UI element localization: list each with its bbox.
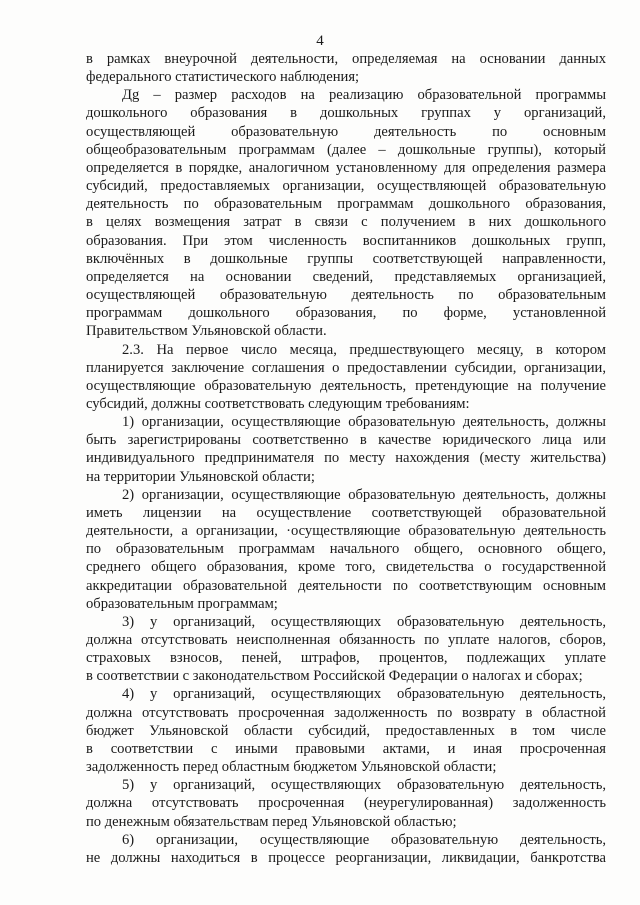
text-line: 6) организации, осуществляющие образовательную деятельность, <box>122 831 606 848</box>
page-number: 4 <box>316 33 324 49</box>
text-line: осуществляющей образовательную деятельность по основным <box>86 123 606 140</box>
text-line: образовательным программам; <box>86 595 278 612</box>
paragraph-p3 <box>86 413 606 486</box>
text-line: включённых в дошкольные группы соответствующей направленности, <box>86 250 606 267</box>
text-line: программам дошкольного образования, по форме, установленной <box>86 305 606 322</box>
text-line: 2) организации, осуществляющие образовательную деятельность, должны <box>122 486 606 503</box>
text-line: в целях возмещения затрат в связи с получением в них дошкольного <box>86 214 606 231</box>
text-line: 5) у организаций, осуществляющих образовательную деятельность, <box>122 777 606 794</box>
text-line: в соответствии с законодательством Российской Федерации о налогах и сборах; <box>86 668 583 685</box>
text-line: федерального статистического наблюдения; <box>86 69 360 86</box>
text-line: по образовательным программам начального общего, основного общего, <box>86 541 606 558</box>
text-line: страховых взносов, пеней, штрафов, процентов, подлежащих уплате <box>86 650 606 667</box>
text-line: 4) у организаций, осуществляющих образовательную деятельность, <box>122 686 606 703</box>
text-line: должна отсутствовать неисполненная обязанность по уплате налогов, сборов, <box>86 632 606 648</box>
text-line: деятельности, а организации, ·осуществляющие образовательную деятельность <box>86 523 606 540</box>
text-line: бюджет Ульяновской области субсидий, предоставленных в том числе <box>86 722 606 739</box>
text-line: быть зарегистрированы соответственно в качестве юридического лица или <box>86 432 606 449</box>
text-line: должна отсутствовать просроченная задолженность по возврату в областной <box>86 704 606 721</box>
paragraph-p6 <box>86 685 606 776</box>
text-line: 1) организации, осуществляющие образовательную деятельность, должны <box>122 414 606 431</box>
paragraph-p4 <box>86 486 606 613</box>
paragraph-p1 <box>86 86 606 340</box>
text-line: определяется в порядке, аналогичном установленному для определения размера <box>86 159 606 176</box>
text-line: задолженность перед областным бюджетом Ульяновской области; <box>86 759 497 776</box>
text-line: по денежным обязательствам перед Ульяновской областью; <box>86 813 457 830</box>
text-line: иметь лицензии на осуществление соответствующей образовательной <box>86 504 606 521</box>
text-line: образования. При этом численность воспитанников дошкольных групп, <box>86 232 606 249</box>
text-line: на территории Ульяновской области; <box>86 468 315 485</box>
text-line: осуществляющей образовательную деятельность по образовательным <box>86 287 606 304</box>
text-line: Правительством Ульяновской области. <box>86 323 327 340</box>
text-line: в рамках внеурочной деятельности, определяемая на основании данных <box>86 51 606 67</box>
text-line: определяется на основании сведений, представляемых организацией, <box>86 268 606 285</box>
paragraph-p8 <box>86 831 606 867</box>
text-line: осуществляющие образовательную деятельность, претендующие на получение <box>86 377 606 394</box>
text-line: не должны находиться в процессе реорганизации, ликвидации, банкротства <box>86 849 606 866</box>
text-line: Дg – размер расходов на реализацию образовательной программы <box>122 87 606 104</box>
paragraph-p0 <box>86 50 606 86</box>
paragraph-p2 <box>86 341 606 414</box>
text-line: субсидий, должны соответствовать следующим требованиям: <box>86 395 470 412</box>
text-line: индивидуального предпринимателя по месту нахождения (месту жительства) <box>86 450 606 467</box>
text-line: должна отсутствовать просроченная (неурегулированная) задолженность <box>86 795 606 812</box>
text-line: аккредитации образовательной деятельности по соответствующим основным <box>86 577 606 594</box>
text-line: общеобразовательным программам (далее – дошкольные группы), который <box>86 141 606 158</box>
paragraph-p5 <box>86 613 606 686</box>
text-line: деятельность по образовательным программам дошкольного образования, <box>86 196 606 213</box>
text-line: 2.3. На первое число месяца, предшествующего месяцу, в котором <box>122 341 606 358</box>
document-body <box>86 50 606 867</box>
text-line: субсидий, предоставляемых организации, осуществляющей образовательную <box>86 178 606 195</box>
text-line: дошкольного образования в дошкольных группах у организаций, <box>86 105 606 122</box>
paragraph-p7 <box>86 776 606 830</box>
text-line: среднего общего образования, кроме того, свидетельства о государственной <box>86 559 606 576</box>
text-line: планируется заключение соглашения о предоставлении субсидии, организации, <box>86 359 606 376</box>
text-line: в соответствии с иными правовыми актами, и иная просроченная <box>86 740 606 757</box>
text-line: 3) у организаций, осуществляющих образовательную деятельность, <box>122 613 606 630</box>
